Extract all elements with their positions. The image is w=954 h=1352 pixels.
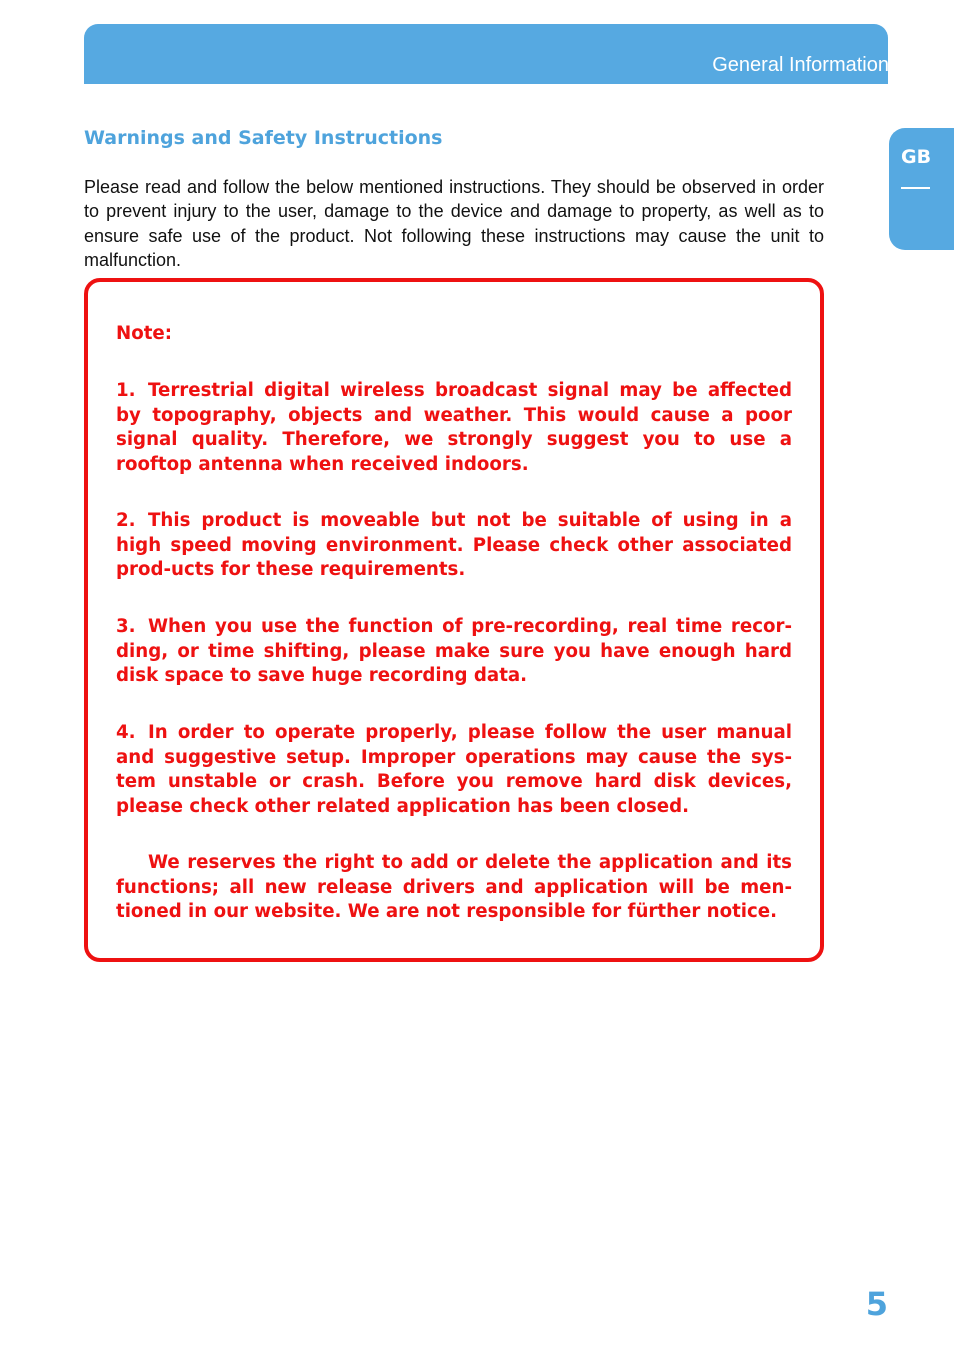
closing-notice [116,851,792,925]
warning-item-number: 4. [116,722,136,743]
warning-item-number: 3. [116,616,136,637]
section-heading: Warnings and Safety Instructions [84,127,443,149]
warning-item-text: In order to operate properly, please follow the user manual and suggestive setup. Improper operations may cause the sys-tem unstable or crash. Before you remove hard disk devices, please check other related application has been closed. [116,722,792,817]
warning-item-text: Terrestrial digital wireless broadcast signal may be affected by topography, objects and weather. This would cause a poor signal quality. Therefore, we strongly suggest you to use a rooftop antenna when received indoors. [116,380,792,475]
header-title: General Information [712,54,889,76]
intro-paragraph: Please read and follow the below mentioned instructions. They should be observed in order to prevent injury to the user, damage to the device and damage to property, as well as to ensure safe use of the product. Not following these instructions may cause the unit to malfunction. [84,177,824,271]
language-tab-label: GB [901,146,932,168]
warning-item-number: 2. [116,510,136,531]
warning-item-1 [116,379,792,477]
warning-item-text: When you use the function of pre-recording, real time recor-ding, or time shifting, please make sure you have enough hard disk space to save huge recording data. [116,616,792,686]
warning-item-4 [116,721,792,819]
page-number: 5 [865,1285,888,1323]
language-tab-divider [901,187,930,189]
warning-item-2 [116,509,792,583]
note-label: Note: [116,323,173,344]
warning-item-number: 1. [116,380,136,401]
warning-item-text: This product is moveable but not be suitable of using in a high speed moving environment. Please check other associated prod-ucts for these requirements. [116,510,792,580]
closing-notice-text: We reserves the right to add or delete the application and its functions; all new release drivers and application will be men-tioned in our website. We are not responsible for fürther notice. [116,852,792,922]
warning-item-3 [116,615,792,689]
